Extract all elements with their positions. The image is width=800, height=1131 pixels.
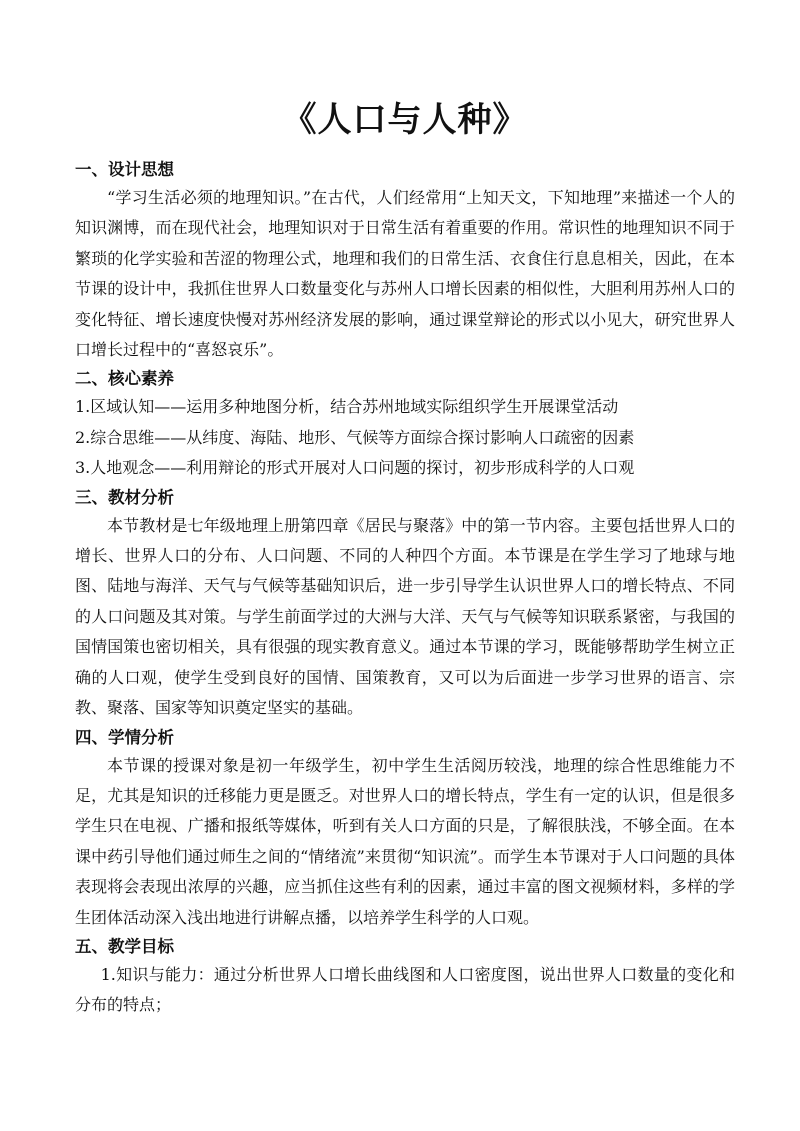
section-heading-design: 一、设计思想 [75, 160, 174, 179]
literacy-item-1: 1.区域认知——运用多种地图分析，结合苏州地域实际组织学生开展课堂活动 [75, 397, 619, 417]
literacy-item-3: 3.人地观念——利用辩论的形式开展对人口问题的探讨，初步形成科学的人口观 [75, 458, 635, 478]
section-heading-goals: 五、教学目标 [75, 936, 174, 956]
section-paragraph-textbook: 本节教材是七年级地理上册第四章《居民与聚落》中的第一节内容。主要包括世界人口的增长、世界人口的分布、人口问题、不同的人种四个方面。本节课是在学生学习了地球与地图、陆地与海洋、天气与气候等基础知识后，进一步引导学生认识世界人口的增长特点、不同的人口问题及其对策。与学生前面学过的大洲与大洋、天气与气候等知识联系紧密，与我国的国情国策也密切相关，具有很强的现实教育意义。通过本节课的学习，既能够帮助学生树立正确的人口观，使学生受到良好的国情、国策教育，又可以为后面进一步学习世界的语言、宗教、聚落、国家等知识奠定坚实的基础。 [75, 515, 735, 718]
section-heading-students: 四、学情分析 [75, 727, 174, 747]
section-paragraph-design: “学习生活必须的地理知识。”在古代，人们经常用“上知天文，下知地理”来描述一个人的知识渊博，而在现代社会，地理知识对于日常生活有着重要的作用。常识性的地理知识不同于繁琐的化学实验和苦涩的物理公式，地理和我们的日常生活、衣食住行息息相关，因此，在本节课的设计中，我抓住世界人口数量变化与苏州人口增长因素的相似性，大胆利用苏州人口的变化特征、增长速度快慢对苏州经济发展的影响，通过课堂辩论的形式以小见大，研究世界人口增长过程中的“喜怒哀乐”。 [75, 188, 735, 360]
literacy-item-2: 2.综合思维——从纬度、海陆、地形、气候等方面综合探讨影响人口疏密的因素 [75, 427, 635, 447]
document-title: 《人口与人种》 [282, 100, 528, 140]
document-page [75, 90, 735, 1021]
section-paragraph-students: 本节课的授课对象是初一年级学生，初中学生生活阅历较浅，地理的综合性思维能力不足，尤其是知识的迁移能力更是匮乏。对世界人口的增长特点，学生有一定的认识，但是很多学生只在电视、广播和报纸等媒体，听到有关人口方面的只是，了解很肤浅，不够全面。在本课中药引导他们通过师生之间的“情绪流”来贯彻“知识流”。而学生本节课对于人口问题的具体表现将会表现出浓厚的兴趣，应当抓住这些有利的因素，通过丰富的图文视频材料，多样的学生团体活动深入浅出地进行讲解点播，以培养学生科学的人口观。 [75, 755, 735, 927]
section-heading-textbook: 三、教材分析 [75, 487, 174, 507]
section-heading-literacy: 二、核心素养 [75, 369, 174, 389]
goal-item-1: 1.知识与能力：通过分析世界人口增长曲线图和人口密度图，说出世界人口数量的变化和分布的特点； [75, 964, 735, 1015]
